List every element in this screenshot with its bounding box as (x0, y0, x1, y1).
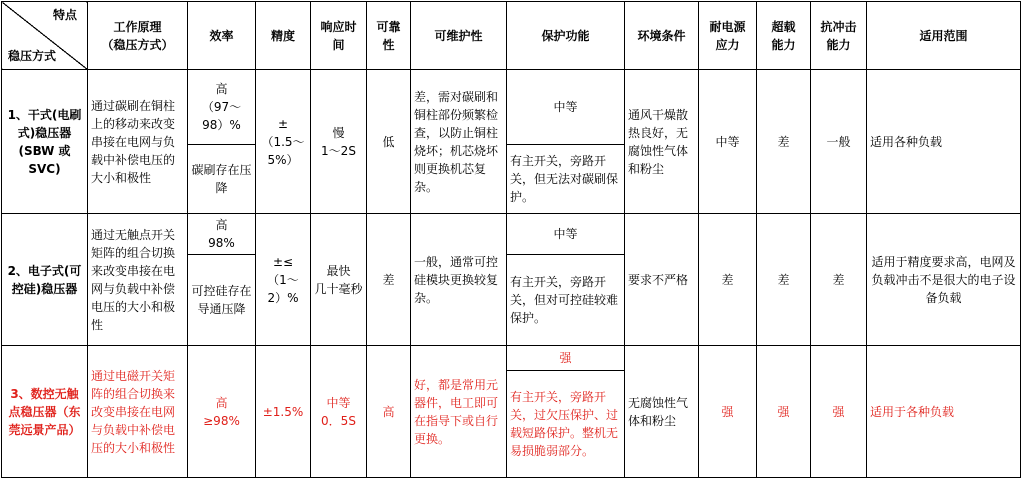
response-cell: 最快 几十毫秒 (311, 214, 367, 346)
precision-cell: ±≤ （1～2）% (256, 214, 311, 346)
header-feature: 特点 (52, 8, 77, 22)
scope-cell: 适用于精度要求高，电网及负载冲击不是很大的电子设备负载 (867, 214, 1021, 346)
environment-cell: 要求不严格 (625, 214, 699, 346)
overload-cell: 差 (757, 214, 811, 346)
maintainability-cell: 好，都是常用元器件，电工即可在指导下或自行更换。 (411, 346, 507, 478)
protection-detail-cell: 有主开关，旁路开关，过欠压保护、过载短路保护。整机无易损脆弱部分。 (507, 371, 625, 478)
header-maintainability: 可维护性 (411, 2, 507, 70)
overload-cell: 差 (757, 70, 811, 214)
header-overload: 超载 能力 (757, 2, 811, 70)
power-stress-cell: 强 (699, 346, 757, 478)
environment-cell: 无腐蚀性气体和粉尘 (625, 346, 699, 478)
environment-cell: 通风干燥散热良好，无腐蚀性气体和粉尘 (625, 70, 699, 214)
efficiency-cell: 高 （97～98）% (188, 70, 256, 145)
table-row (2, 214, 1021, 255)
header-scope: 适用范围 (867, 2, 1021, 70)
header-reliability: 可靠 性 (367, 2, 411, 70)
impact-cell: 强 (811, 346, 867, 478)
maintainability-cell: 差，需对碳刷和铜柱部份频繁检查，以防止铜柱烧坏；机芯烧坏则更换机芯复杂。 (411, 70, 507, 214)
header-protection: 保护功能 (507, 2, 625, 70)
protection-rating-cell: 强 (507, 346, 625, 371)
corner-header-cell (2, 2, 88, 70)
power-stress-cell: 差 (699, 214, 757, 346)
method-cell: 2、电子式(可控硅)稳压器 (2, 214, 88, 346)
protection-detail-cell: 有主开关，旁路开关，但对可控硅较难保护。 (507, 255, 625, 346)
scope-cell: 适用于各种负载 (867, 346, 1021, 478)
header-precision: 精度 (256, 2, 311, 70)
header-principle: 工作原理 （稳压方式） (88, 2, 188, 70)
header-power-stress: 耐电源 应力 (699, 2, 757, 70)
principle-cell: 通过电磁开关矩阵的组合切换来改变串接在电网与负载中补偿电压的大小和极性 (88, 346, 188, 478)
principle-cell: 通过碳刷在铜柱上的移动来改变串接在电网与负载中补偿电压的大小和极性 (88, 70, 188, 214)
method-cell: 1、干式(电刷式)稳压器(SBW 或 SVC) (2, 70, 88, 214)
table-row (2, 70, 1021, 145)
power-stress-cell: 中等 (699, 70, 757, 214)
comparison-table (1, 1, 1021, 478)
header-environment: 环境条件 (625, 2, 699, 70)
impact-cell: 一般 (811, 70, 867, 214)
table-row-highlight (2, 346, 1021, 371)
impact-cell: 差 (811, 214, 867, 346)
header-row (2, 2, 1021, 70)
overload-cell: 强 (757, 346, 811, 478)
method-cell: 3、数控无触点稳压器（东莞远景产品） (2, 346, 88, 478)
efficiency-cell: 高 98% (188, 214, 256, 255)
reliability-cell: 高 (367, 346, 411, 478)
precision-cell: ±1.5% (256, 346, 311, 478)
header-method: 稳压方式 (8, 49, 57, 63)
protection-rating-cell: 中等 (507, 214, 625, 255)
efficiency-note-cell: 可控硅存在导通压降 (188, 255, 256, 346)
header-efficiency: 效率 (188, 2, 256, 70)
efficiency-cell: 高 ≥98% (188, 346, 256, 478)
precision-cell: ± （1.5～5%） (256, 70, 311, 214)
header-response: 响应时 间 (311, 2, 367, 70)
header-impact: 抗冲击 能力 (811, 2, 867, 70)
principle-cell: 通过无触点开关矩阵的组合切换来改变串接在电网与负载中补偿电压的大小和极性 (88, 214, 188, 346)
response-cell: 慢 1～2S (311, 70, 367, 214)
protection-rating-cell: 中等 (507, 70, 625, 145)
protection-detail-cell: 有主开关，旁路开关，但无法对碳刷保护。 (507, 145, 625, 214)
response-cell: 中等 0．5S (311, 346, 367, 478)
maintainability-cell: 一般，通常可控硅模块更换较复杂。 (411, 214, 507, 346)
reliability-cell: 低 (367, 70, 411, 214)
reliability-cell: 差 (367, 214, 411, 346)
efficiency-note-cell: 碳刷存在压降 (188, 145, 256, 214)
scope-cell: 适用各种负载 (867, 70, 1021, 214)
